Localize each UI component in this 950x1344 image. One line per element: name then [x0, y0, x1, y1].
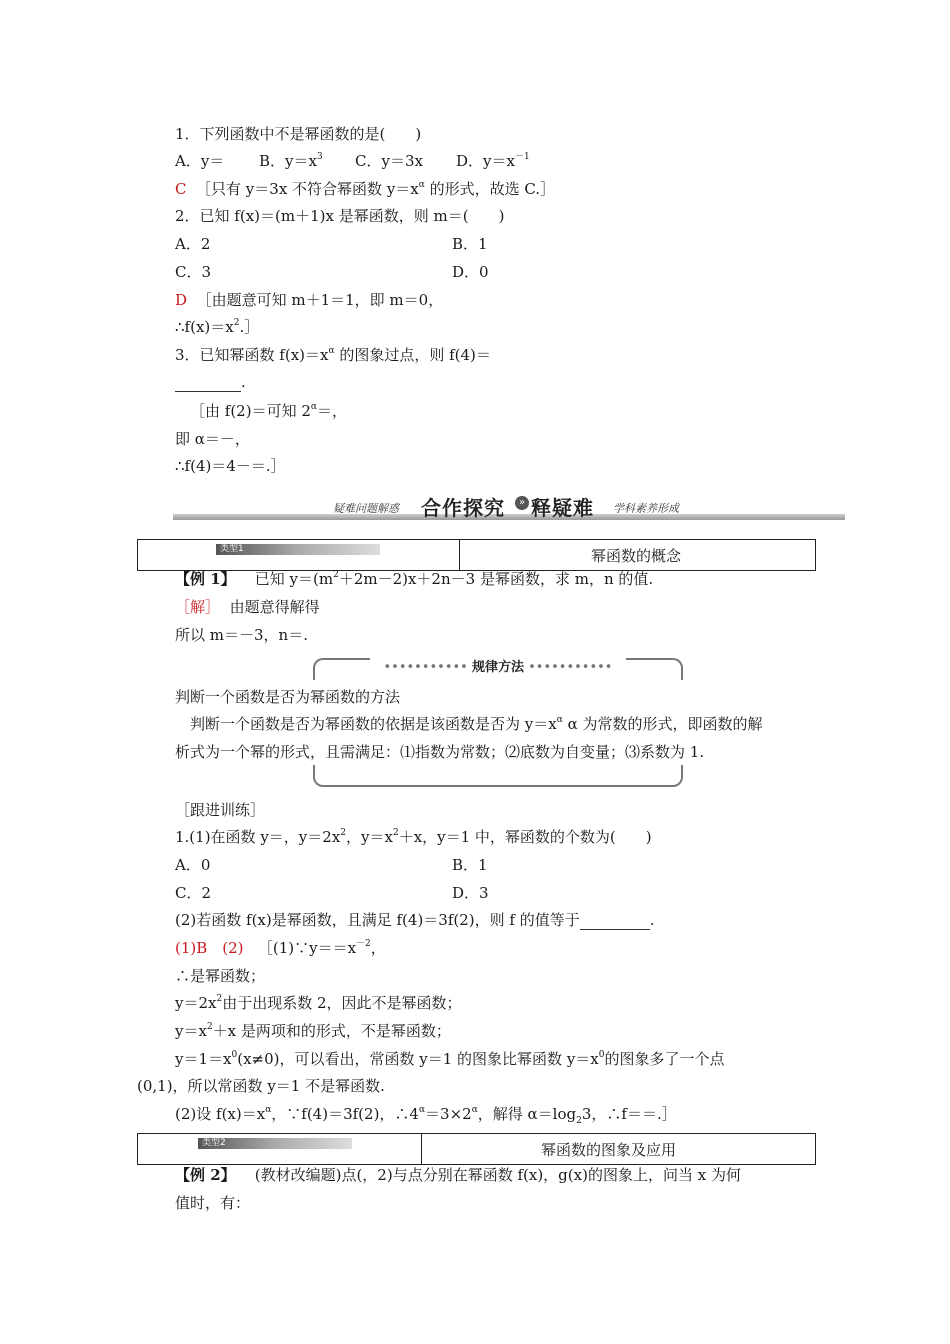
- follow-sol-line6: (0,1)，所以常函数 y＝1 不是幂函数.: [137, 1077, 385, 1095]
- q3-explanation-line1: ［由 f(2)＝可知 $2^\alpha=$，: [190, 402, 347, 420]
- q2-explanation-line1: D ［由题意可知 m＋1＝1，即 m＝0，: [175, 291, 444, 309]
- q1-answer: C: [175, 180, 187, 198]
- q2-option-b: B．1: [452, 235, 488, 253]
- type2-title: 幂函数的图象及应用: [541, 1141, 677, 1159]
- follow-option-c: C．2: [175, 884, 212, 902]
- follow-option-a: A．0: [175, 856, 211, 874]
- answer-blank: [175, 377, 241, 392]
- follow-answer: (1)B (2): [175, 939, 244, 957]
- example2-line2: 值时，有：: [175, 1194, 251, 1212]
- q3-blank-line: .: [175, 372, 246, 392]
- example1-result: 所以 m＝－3，n＝.: [175, 626, 308, 644]
- answer-blank: [580, 915, 650, 930]
- solution-label: ［解］: [175, 598, 221, 616]
- follow-sol-line4: $y=x^2+x$ 是两项和的形式，不是幂函数；: [175, 1022, 451, 1040]
- method-line2: 析式为一个幂的形式，且需满足：⑴指数为常数；⑵底数为自变量；⑶系数为 1.: [175, 743, 705, 761]
- method-frame-bottom: [313, 765, 683, 787]
- type2-divider: [421, 1134, 422, 1164]
- q2-explanation-line2: $\therefore f(x)=x^2.]$: [175, 318, 260, 336]
- example1-statement: 【例 1】 已知 $y=(m^2+2m-2)x+2n-3$ 是幂函数，求 m，n 的值.: [175, 570, 654, 588]
- q3-explanation-line2: 即 α＝－，: [175, 430, 250, 448]
- follow-sol-line2: ∴是幂函数；: [175, 967, 266, 985]
- q2-option-a: A．2: [175, 235, 211, 253]
- banner-left-text: 疑难问题解惑: [333, 502, 399, 515]
- q2-option-d: D．0: [452, 263, 489, 281]
- banner-right-text: 学科素养形成: [613, 502, 679, 515]
- follow-q1: 1.(1)在函数 y＝，$y=2x^2$，$y=x^2+x$，y＝1 中，幂函数的个数为( ): [175, 828, 652, 846]
- follow-answer-line: (1)B (2) $[(1)\because y==x^{-2}$，: [175, 939, 386, 957]
- type1-heading-box: [137, 539, 816, 571]
- follow-option-d: D．3: [452, 884, 489, 902]
- follow-title: ［跟进训练］: [175, 801, 266, 819]
- example2-line1: 【例 2】 (教材改编题)点(，2)与点分别在幂函数 f(x)，g(x)的图象上，问当 x 为何: [175, 1166, 741, 1184]
- banner-title-part2: 释疑难: [531, 496, 594, 520]
- type2-heading-box: [137, 1133, 816, 1165]
- q1-option-a: A．y＝: [175, 152, 225, 170]
- banner-title-part1: 合作探究: [421, 496, 505, 520]
- method-line1: 判断一个函数是否为幂函数的依据是该函数是否为 $y=x^\alpha$ α 为常数的形式，即函数的解: [190, 715, 763, 733]
- q1-option-c: C．y＝3x: [355, 152, 423, 170]
- q2-stem: 2．已知 f(x)＝(m＋1)x 是幂函数，则 m＝( ): [175, 207, 505, 225]
- follow-sol-line7: (2)设 $f(x)=x^\alpha$，∵f(4)＝3f(2)，$\therefore 4^\alpha=3\times 2^\alpha$，解得 $\alpha=\log_23$，∴f＝＝.］: [175, 1105, 677, 1126]
- q1-explanation: C ［只有 y＝3x 不符合幂函数 $y=x^\alpha$ 的形式，故选 C.］: [175, 180, 556, 198]
- follow-sol-line3: $y=2x^2$由于出现系数 2，因此不是幂函数；: [175, 994, 462, 1012]
- type2-tag: 类型2: [198, 1138, 352, 1149]
- example1-solution: ［解］ 由题意得解得: [175, 598, 320, 616]
- method-label: ••••••••••• 规律方法 •••••••••••: [370, 656, 626, 675]
- type1-title: 幂函数的概念: [591, 547, 682, 565]
- follow-option-b: B．1: [452, 856, 488, 874]
- type1-tag: 类型1: [216, 544, 380, 555]
- q3-explanation-line3: ∴f(4)＝4－＝.］: [175, 457, 286, 475]
- example1-label: 【例 1】: [175, 570, 236, 588]
- q1-option-d: D．$y=x^{-1}$: [456, 152, 530, 170]
- q1-stem: 1．下列函数中不是幂函数的是( ): [175, 125, 422, 143]
- q2-answer: D: [175, 291, 188, 309]
- q3-stem: 3．已知幂函数 $f(x)=x^\alpha$ 的图象过点，则 f(4)＝: [175, 346, 491, 364]
- q2-option-c: C．3: [175, 263, 212, 281]
- follow-q2: (2)若函数 f(x)是幂函数，且满足 f(4)＝3f(2)，则 f 的值等于 .: [175, 911, 655, 929]
- banner-arrow-icon: »: [515, 496, 529, 510]
- q1-option-b: B．$y=x^3$: [259, 152, 323, 170]
- example2-label: 【例 2】: [175, 1166, 236, 1184]
- banner-rule: [173, 514, 845, 520]
- follow-sol-line5: $y=1=x^0(x\ne 0)$，可以看出，常函数 y＝1 的图象比幂函数 $y=x^0$的图象多了一个点: [175, 1050, 725, 1068]
- type1-divider: [459, 540, 460, 570]
- method-title: 判断一个函数是否为幂函数的方法: [175, 688, 401, 706]
- section-banner: [173, 490, 845, 526]
